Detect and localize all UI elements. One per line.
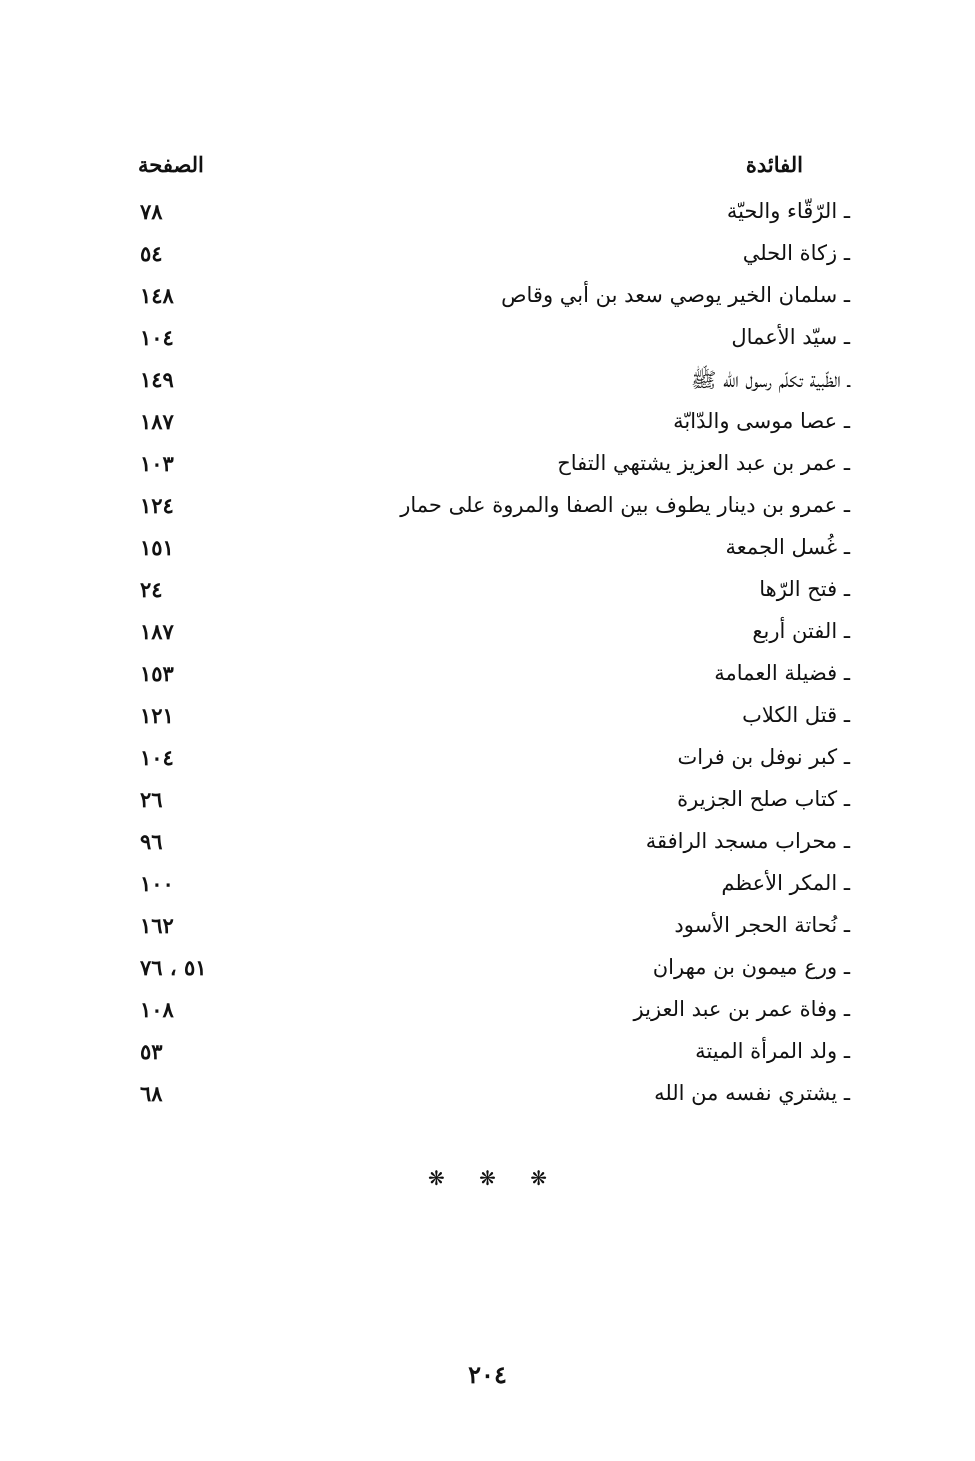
index-topic: ـ عمر بن عبد العزيز يشتهي التفاح (557, 451, 850, 475)
index-topic: ـ سيّد الأعمال (731, 325, 850, 349)
index-page-number: ٧٨ (140, 199, 163, 224)
index-page-number: ٦٨ (140, 1081, 163, 1106)
index-row (0, 951, 975, 993)
index-page-number: ١٨٧ (140, 619, 174, 644)
index-row (0, 699, 975, 741)
index-page-number: ٩٦ (140, 829, 163, 854)
index-row (0, 531, 975, 573)
index-page-number: ٥٣ (140, 1039, 163, 1064)
index-row (0, 825, 975, 867)
index-page-number: ١٠٠ (140, 871, 174, 896)
index-topic: ـ الرّقّاء والحيّة (726, 199, 850, 223)
index-row (0, 237, 975, 279)
index-row (0, 909, 975, 951)
index-row (0, 783, 975, 825)
index-page-number: ٢٤ (140, 577, 163, 602)
index-row (0, 405, 975, 447)
index-row (0, 657, 975, 699)
index-row (0, 447, 975, 489)
index-topic: ـ يشتري نفسه من الله (654, 1081, 850, 1105)
index-topic: ـ وفاة عمر بن عبد العزيز (633, 997, 850, 1021)
section-separator (0, 1166, 975, 1190)
table-header (0, 152, 975, 186)
index-row (0, 1035, 975, 1077)
index-topic: ـ فضيلة العمامة (714, 661, 850, 685)
asterism-icon: ❋ (530, 1166, 547, 1190)
index-topic: ـ عمرو بن دينار يطوف بين الصفا والمروة على حمار (400, 493, 850, 517)
index-topic: ـ الظّبية تكلّم رسول الله ﷺ (690, 368, 850, 392)
index-row (0, 867, 975, 909)
index-topic: ـ الفتن أربع (752, 619, 850, 643)
index-row (0, 993, 975, 1035)
index-page-number: ١٦٢ (140, 913, 174, 938)
index-page-number: ١٤٩ (140, 367, 174, 392)
index-page-number: ١٥١ (140, 535, 174, 560)
topic-column-heading: الفائدة (745, 152, 803, 177)
index-page-number: ٢٦ (140, 787, 163, 812)
index-page-number: ١٠٣ (140, 451, 174, 476)
asterism-icon: ❋ (427, 1166, 445, 1190)
index-topic: ـ ورع ميمون بن مهران (652, 955, 850, 979)
page-column-heading: الصفحة (138, 152, 204, 177)
index-topic: ـ فتح الرّها (759, 577, 850, 601)
index-page-number: ١٨٧ (140, 409, 174, 434)
index-row (0, 195, 975, 237)
index-topic: ـ سلمان الخير يوصي سعد بن أبي وقاص (501, 283, 850, 307)
index-topic: ـ محراب مسجد الرافقة (645, 829, 850, 853)
index-page-number: ٥١ ، ٧٦ (140, 955, 207, 980)
index-page-number: ١٠٤ (140, 325, 174, 350)
index-list (0, 195, 975, 1119)
index-row (0, 363, 975, 405)
index-topic: ـ المكر الأعظم (721, 871, 850, 895)
index-row (0, 615, 975, 657)
index-row (0, 573, 975, 615)
index-topic: ـ قتل الكلاب (742, 703, 850, 727)
index-row (0, 1077, 975, 1119)
index-page-number: ١٢٤ (140, 493, 174, 518)
index-topic: ـ زكاة الحلي (742, 241, 850, 265)
index-page-number: ١٥٣ (140, 661, 174, 686)
index-topic: ـ كبر نوفل بن فرات (677, 745, 850, 769)
index-page-number: ٥٤ (140, 241, 163, 266)
index-row (0, 489, 975, 531)
index-page-number: ١٢١ (140, 703, 174, 728)
index-topic: ـ نُحاتة الحجر الأسود (674, 913, 850, 937)
index-topic: ـ ولد المرأة الميتة (695, 1039, 850, 1063)
index-page-number: ١٤٨ (140, 283, 174, 308)
page-folio-number: ٢٠٤ (468, 1360, 507, 1389)
index-row (0, 741, 975, 783)
index-topic: ـ كتاب صلح الجزيرة (677, 787, 850, 811)
index-page-number: ١٠٤ (140, 745, 174, 770)
index-page-number: ١٠٨ (140, 997, 174, 1022)
index-row (0, 321, 975, 363)
index-row (0, 279, 975, 321)
index-topic: ـ غُسل الجمعة (725, 535, 850, 559)
index-topic: ـ عصا موسى والدّابّة (673, 409, 850, 433)
asterism-icon: ❋ (479, 1166, 496, 1190)
